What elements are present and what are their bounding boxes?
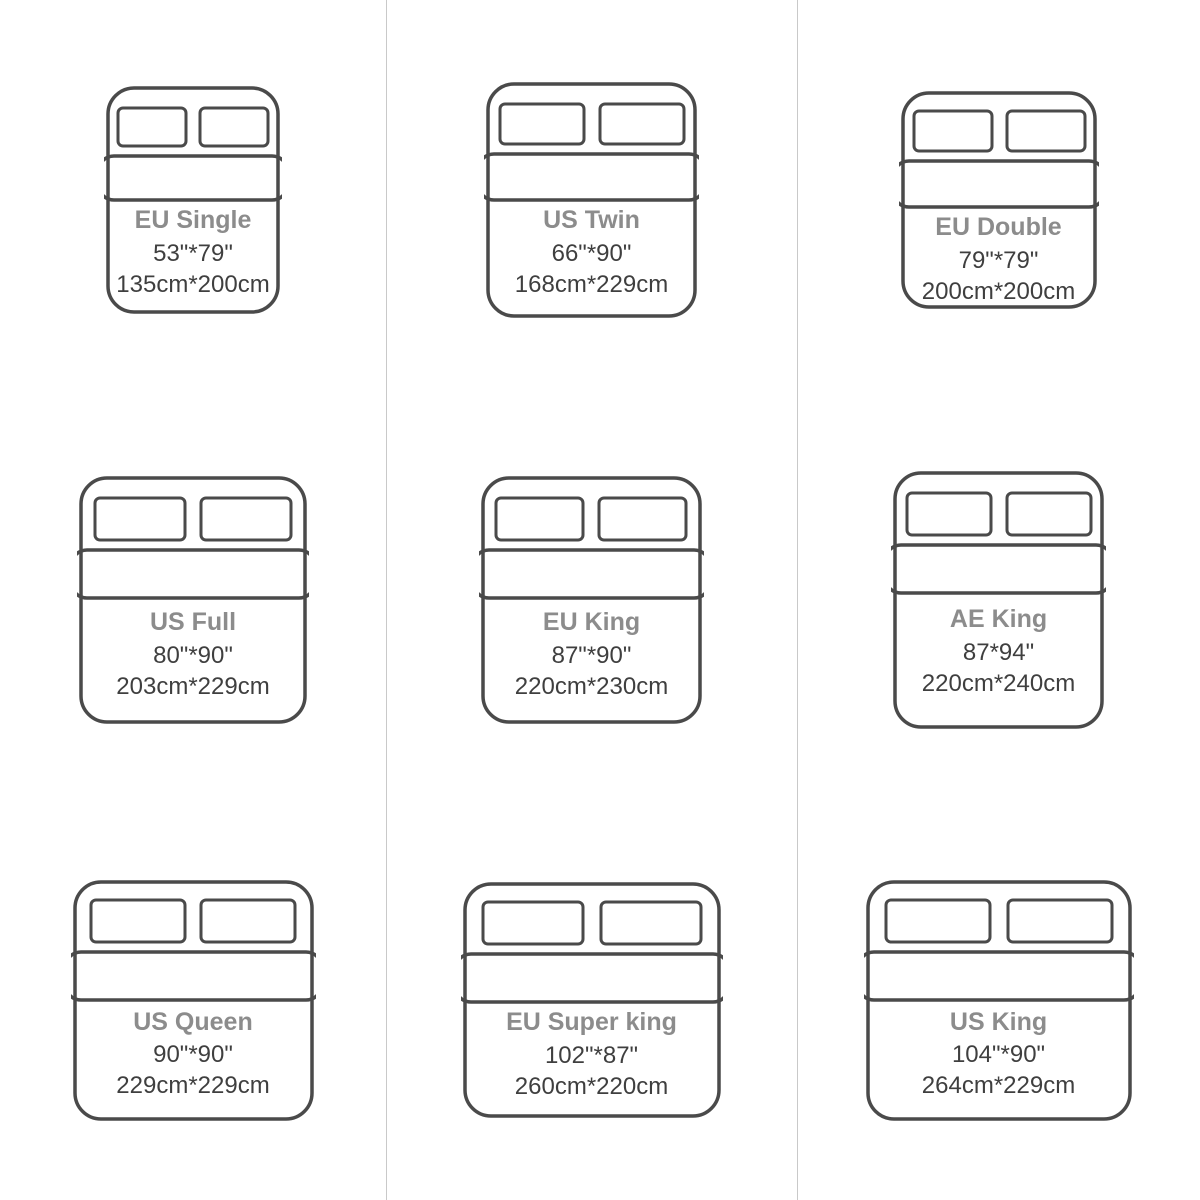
bed-dimensions-cm: 229cm*229cm [116, 1072, 270, 1100]
bed-dimensions-inches: 104"*90" [951, 1041, 1046, 1069]
bed-icon [891, 469, 1106, 731]
bed-icon [77, 474, 309, 726]
bed-illustration [899, 89, 1099, 311]
bed-icon [104, 84, 282, 316]
bed-dimensions-inches: 87*94" [962, 638, 1035, 666]
bed-cell-eu-single [0, 0, 386, 400]
bed-illustration [77, 474, 309, 726]
bed-illustration [71, 878, 316, 1123]
bed-name: EU King [542, 608, 641, 636]
bed-dimensions-cm: 220cm*240cm [921, 669, 1076, 697]
bed-cell-us-twin [386, 0, 797, 400]
bed-icon [71, 878, 316, 1123]
bed-name: US Twin [543, 206, 640, 234]
bed-icon [479, 474, 704, 726]
bed-cell-us-queen [0, 800, 386, 1200]
bed-cell-eu-king [386, 400, 797, 800]
bed-dimensions-inches: 80"*90" [153, 641, 233, 669]
bed-name: US Queen [133, 1007, 253, 1036]
bed-icon [864, 878, 1134, 1123]
bed-cell-us-king [797, 800, 1200, 1200]
bed-icon [461, 880, 723, 1120]
bed-icon [484, 80, 699, 320]
bed-name: EU Single [134, 206, 252, 234]
bed-illustration [479, 474, 704, 726]
bed-dimensions-cm: 203cm*229cm [116, 672, 270, 700]
bed-icon [899, 89, 1099, 311]
bed-cell-us-full [0, 400, 386, 800]
bed-name: US Full [149, 608, 237, 636]
bed-dimensions-cm: 168cm*229cm [514, 270, 669, 298]
bed-illustration [104, 84, 282, 316]
bed-dimensions-cm: 220cm*230cm [514, 672, 669, 700]
bed-dimensions-inches: 79"*79" [958, 246, 1039, 274]
bed-dimensions-cm: 260cm*220cm [514, 1072, 669, 1100]
bed-cell-ae-king [797, 400, 1200, 800]
bed-dimensions-inches: 90"*90" [153, 1041, 233, 1069]
bed-illustration [891, 469, 1106, 731]
bed-cell-eu-super-king [386, 800, 797, 1200]
bed-dimensions-inches: 102"*87" [544, 1041, 639, 1069]
bed-cell-eu-double [797, 0, 1200, 400]
bed-name: EU Double [935, 213, 1062, 241]
bed-name: EU Super king [506, 1008, 677, 1036]
bed-dimensions-inches: 87"*90" [551, 641, 632, 669]
bed-dimensions-inches: 66"*90" [551, 239, 632, 267]
bed-illustration [461, 880, 723, 1120]
bed-dimensions-cm: 200cm*200cm [921, 277, 1076, 305]
bed-dimensions-cm: 264cm*229cm [921, 1072, 1076, 1100]
bed-dimensions-inches: 53"*79" [153, 239, 233, 267]
bed-name: AE King [949, 605, 1048, 633]
bed-name: US King [949, 1007, 1048, 1036]
bed-illustration [484, 80, 699, 320]
bed-dimensions-cm: 135cm*200cm [116, 270, 270, 298]
bed-illustration [864, 878, 1134, 1123]
